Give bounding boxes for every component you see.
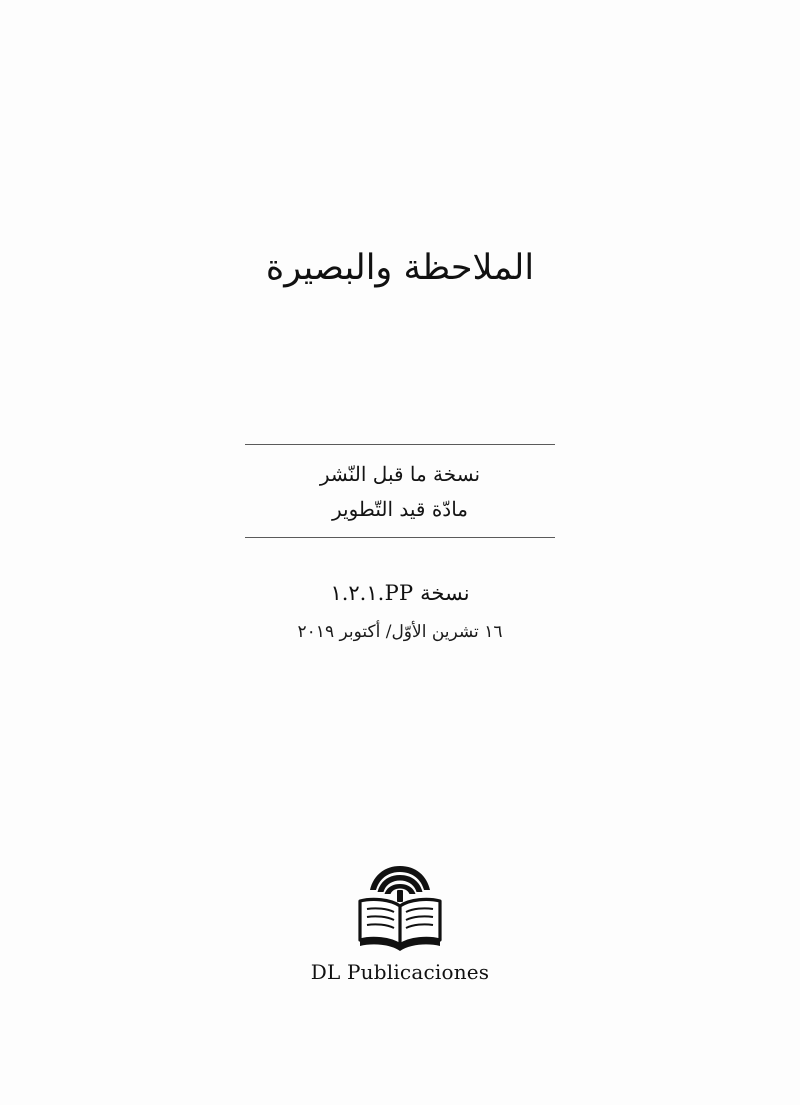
divider-bottom	[245, 537, 555, 538]
open-book-icon	[340, 862, 460, 954]
notice-line-1: نسخة ما قبل النّشر	[319, 462, 481, 487]
version-label: نسخة PP.١.٢.١	[330, 581, 470, 606]
notice-line-2: مادّة قيد التّطوير	[331, 497, 469, 522]
prerelease-notice	[245, 444, 555, 538]
title-block	[0, 222, 800, 316]
publisher-name: DL Publicaciones	[310, 960, 490, 984]
version-block	[298, 578, 503, 642]
page-title: الملاحظة والبصيرة	[265, 248, 535, 289]
publisher-logo-block	[0, 862, 800, 984]
prerelease-notice-text	[245, 445, 555, 537]
version-date: ١٦ تشرين الأوّل/ أكتوبر ٢٠١٩	[297, 621, 503, 642]
